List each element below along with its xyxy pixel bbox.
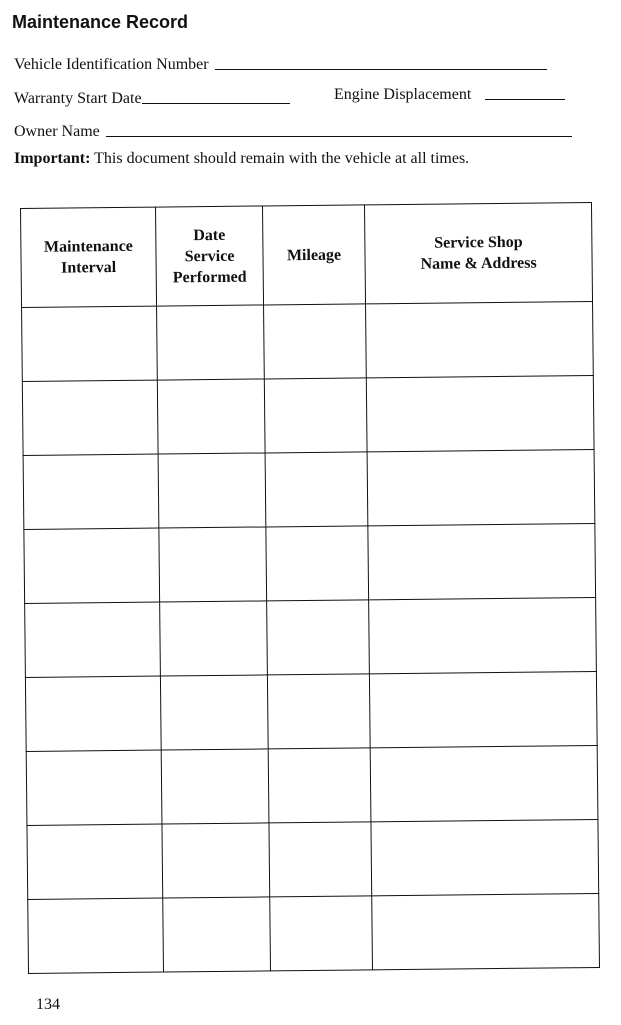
warranty-start-date-field [14,90,290,108]
header-line: Name & Address [420,254,537,273]
cell-date-service-performed[interactable] [159,527,267,602]
cell-maintenance-interval[interactable] [24,528,160,603]
page-title: Maintenance Record [12,12,189,32]
cell-date-service-performed[interactable] [157,379,265,454]
vin-blank-line[interactable] [215,68,547,70]
engine-displacement-label: Engine Displacement [334,86,472,103]
table-row [22,302,594,382]
cell-mileage[interactable] [270,896,373,971]
owner-name-field [14,123,572,141]
vin-label: Vehicle Identification Number [14,56,209,73]
cell-maintenance-interval[interactable] [22,306,158,381]
table-header-row [21,203,593,308]
vin-field [14,56,547,74]
cell-mileage[interactable] [266,526,369,601]
cell-mileage[interactable] [264,304,367,379]
header-date-service-performed [155,206,263,306]
cell-service-shop[interactable] [367,450,595,526]
header-mileage [262,205,365,305]
header-line: Service [184,247,235,265]
cell-service-shop[interactable] [370,745,598,821]
table-row [24,523,596,603]
header-line: Mileage [286,246,342,264]
cell-date-service-performed[interactable] [161,749,269,824]
owner-name-label: Owner Name [14,123,100,140]
page-number: 134 [36,996,60,1013]
cell-maintenance-interval[interactable] [22,380,158,455]
header-line: Date [193,226,226,244]
cell-date-service-performed[interactable] [160,601,268,676]
header-line: Maintenance [43,237,133,256]
table-body [22,302,600,974]
table-row [22,376,594,456]
warranty-start-date-label: Warranty Start Date [14,90,142,107]
warranty-start-date-blank-line[interactable] [142,102,290,104]
maintenance-table [20,202,600,974]
header-line: Interval [60,258,117,277]
table-row [26,745,598,825]
cell-service-shop[interactable] [371,819,599,895]
table-row [28,893,600,973]
engine-displacement-blank-line[interactable] [485,98,565,100]
cell-maintenance-interval[interactable] [26,750,162,825]
cell-date-service-performed[interactable] [160,675,268,750]
cell-date-service-performed[interactable] [163,897,271,972]
owner-name-blank-line[interactable] [106,135,572,137]
header-service-shop [364,203,592,304]
cell-mileage[interactable] [264,378,367,453]
cell-service-shop[interactable] [369,671,597,747]
table-row [23,450,595,530]
maintenance-table-container [20,202,600,974]
cell-service-shop[interactable] [369,597,597,673]
cell-service-shop[interactable] [372,893,600,969]
important-text: This document should remain with the vehicle at all times. [94,150,470,167]
cell-service-shop[interactable] [366,302,594,378]
cell-maintenance-interval[interactable] [27,824,163,899]
table-row [27,819,599,899]
cell-service-shop[interactable] [368,523,596,599]
cell-date-service-performed[interactable] [162,823,270,898]
table-row [25,671,597,751]
cell-maintenance-interval[interactable] [25,676,161,751]
table-row [25,597,597,677]
engine-displacement-field [334,86,565,104]
cell-service-shop[interactable] [366,376,594,452]
cell-maintenance-interval[interactable] [28,898,164,973]
header-line: Service Shop [434,233,523,252]
important-label: Important: [14,150,91,167]
cell-mileage[interactable] [267,674,370,749]
cell-mileage[interactable] [269,822,372,897]
cell-mileage[interactable] [265,452,368,527]
header-maintenance-interval [21,207,157,307]
cell-date-service-performed[interactable] [157,305,265,380]
header-line: Performed [172,268,247,286]
cell-mileage[interactable] [267,600,370,675]
cell-date-service-performed[interactable] [158,453,266,528]
cell-maintenance-interval[interactable] [23,454,159,529]
important-notice [14,150,469,168]
cell-maintenance-interval[interactable] [25,602,161,677]
cell-mileage[interactable] [268,748,371,823]
